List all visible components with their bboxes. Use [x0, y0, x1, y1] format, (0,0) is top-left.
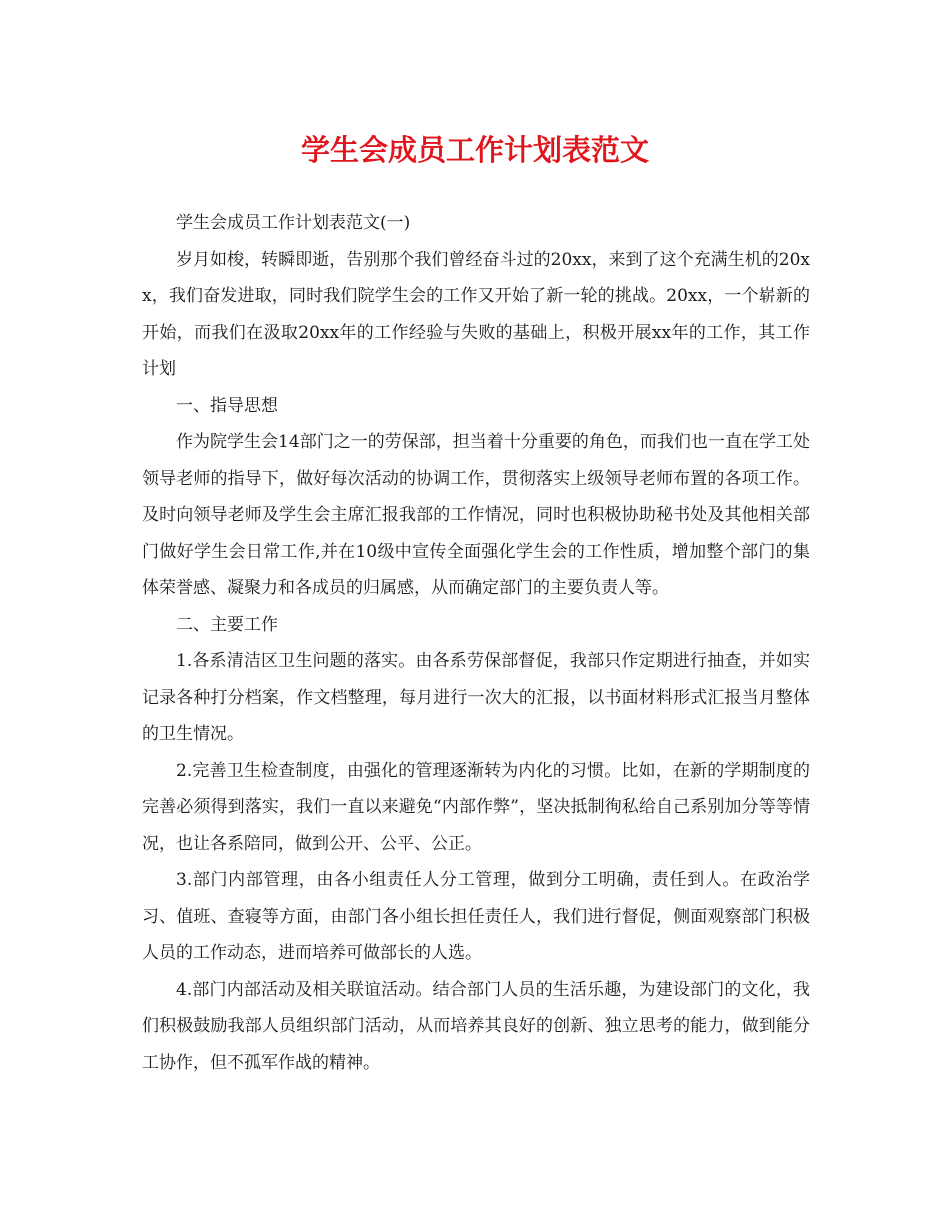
main-work-item-2: 2.完善卫生检查制度，由强化的管理逐渐转为内化的习惯。比如，在新的学期制度的完善必须得到落实，我们一直以来避免“内部作弊”，坚决抵制徇私给自己系别加分等等情况，也让各系陪同，做到公开、公平、公正。 [142, 760, 810, 854]
main-work-item-1: 1.各系清洁区卫生问题的落实。由各系劳保部督促，我部只作定期进行抽查，并如实记录各种打分档案，作文档整理，每月进行一次大的汇报，以书面材料形式汇报当月整体的卫生情况。 [142, 651, 810, 744]
section-heading-guiding-ideology: 一、指导思想 [176, 395, 278, 416]
main-work-item-4: 4.部门内部活动及相关联谊活动。结合部门人员的生活乐趣，为建设部门的文化，我们积极鼓励我部人员组织部门活动，从而培养其良好的创新、独立思考的能力，做到能分工协作，但不孤军作战的精神。 [142, 979, 810, 1073]
guiding-ideology-paragraph: 作为院学生会14部门之一的劳保部，担当着十分重要的角色，而我们也一直在学工处领导老师的指导下，做好每次活动的协调工作，贯彻落实上级领导老师布置的各项工作。及时向领导老师及学生会主席汇报我部的工作情况，同时也积极协助秘书处及其他相关部门做好学生会日常工作,并在10级中宣传全面强化学生会的工作性质，增加整个部门的集体荣誉感、凝聚力和各成员的归属感，从而确定部门的主要负责人等。 [142, 432, 810, 598]
subtitle-paragraph: 学生会成员工作计划表范文(一) [176, 213, 411, 233]
intro-paragraph: 岁月如梭，转瞬即逝，告别那个我们曾经奋斗过的20xx，来到了这个充满生机的20xx，我们奋发进取，同时我们院学生会的工作又开始了新一轮的挑战。20xx，一个崭新的开始，而我们在汲取20xx年的工作经验与失败的基础上，积极开展xx年的工作，其工作计划 [142, 249, 810, 379]
main-work-item-3: 3.部门内部管理，由各小组责任人分工管理，做到分工明确，责任到人。在政治学习、值班、查寝等方面，由部门各小组长担任责任人，我们进行督促，侧面观察部门积极人员的工作动态，进而培养可做部长的人选。 [142, 870, 810, 963]
document-title: 学生会成员工作计划表范文 [300, 133, 649, 167]
section-heading-main-work: 二、主要工作 [176, 614, 278, 635]
document-body [142, 205, 810, 1081]
